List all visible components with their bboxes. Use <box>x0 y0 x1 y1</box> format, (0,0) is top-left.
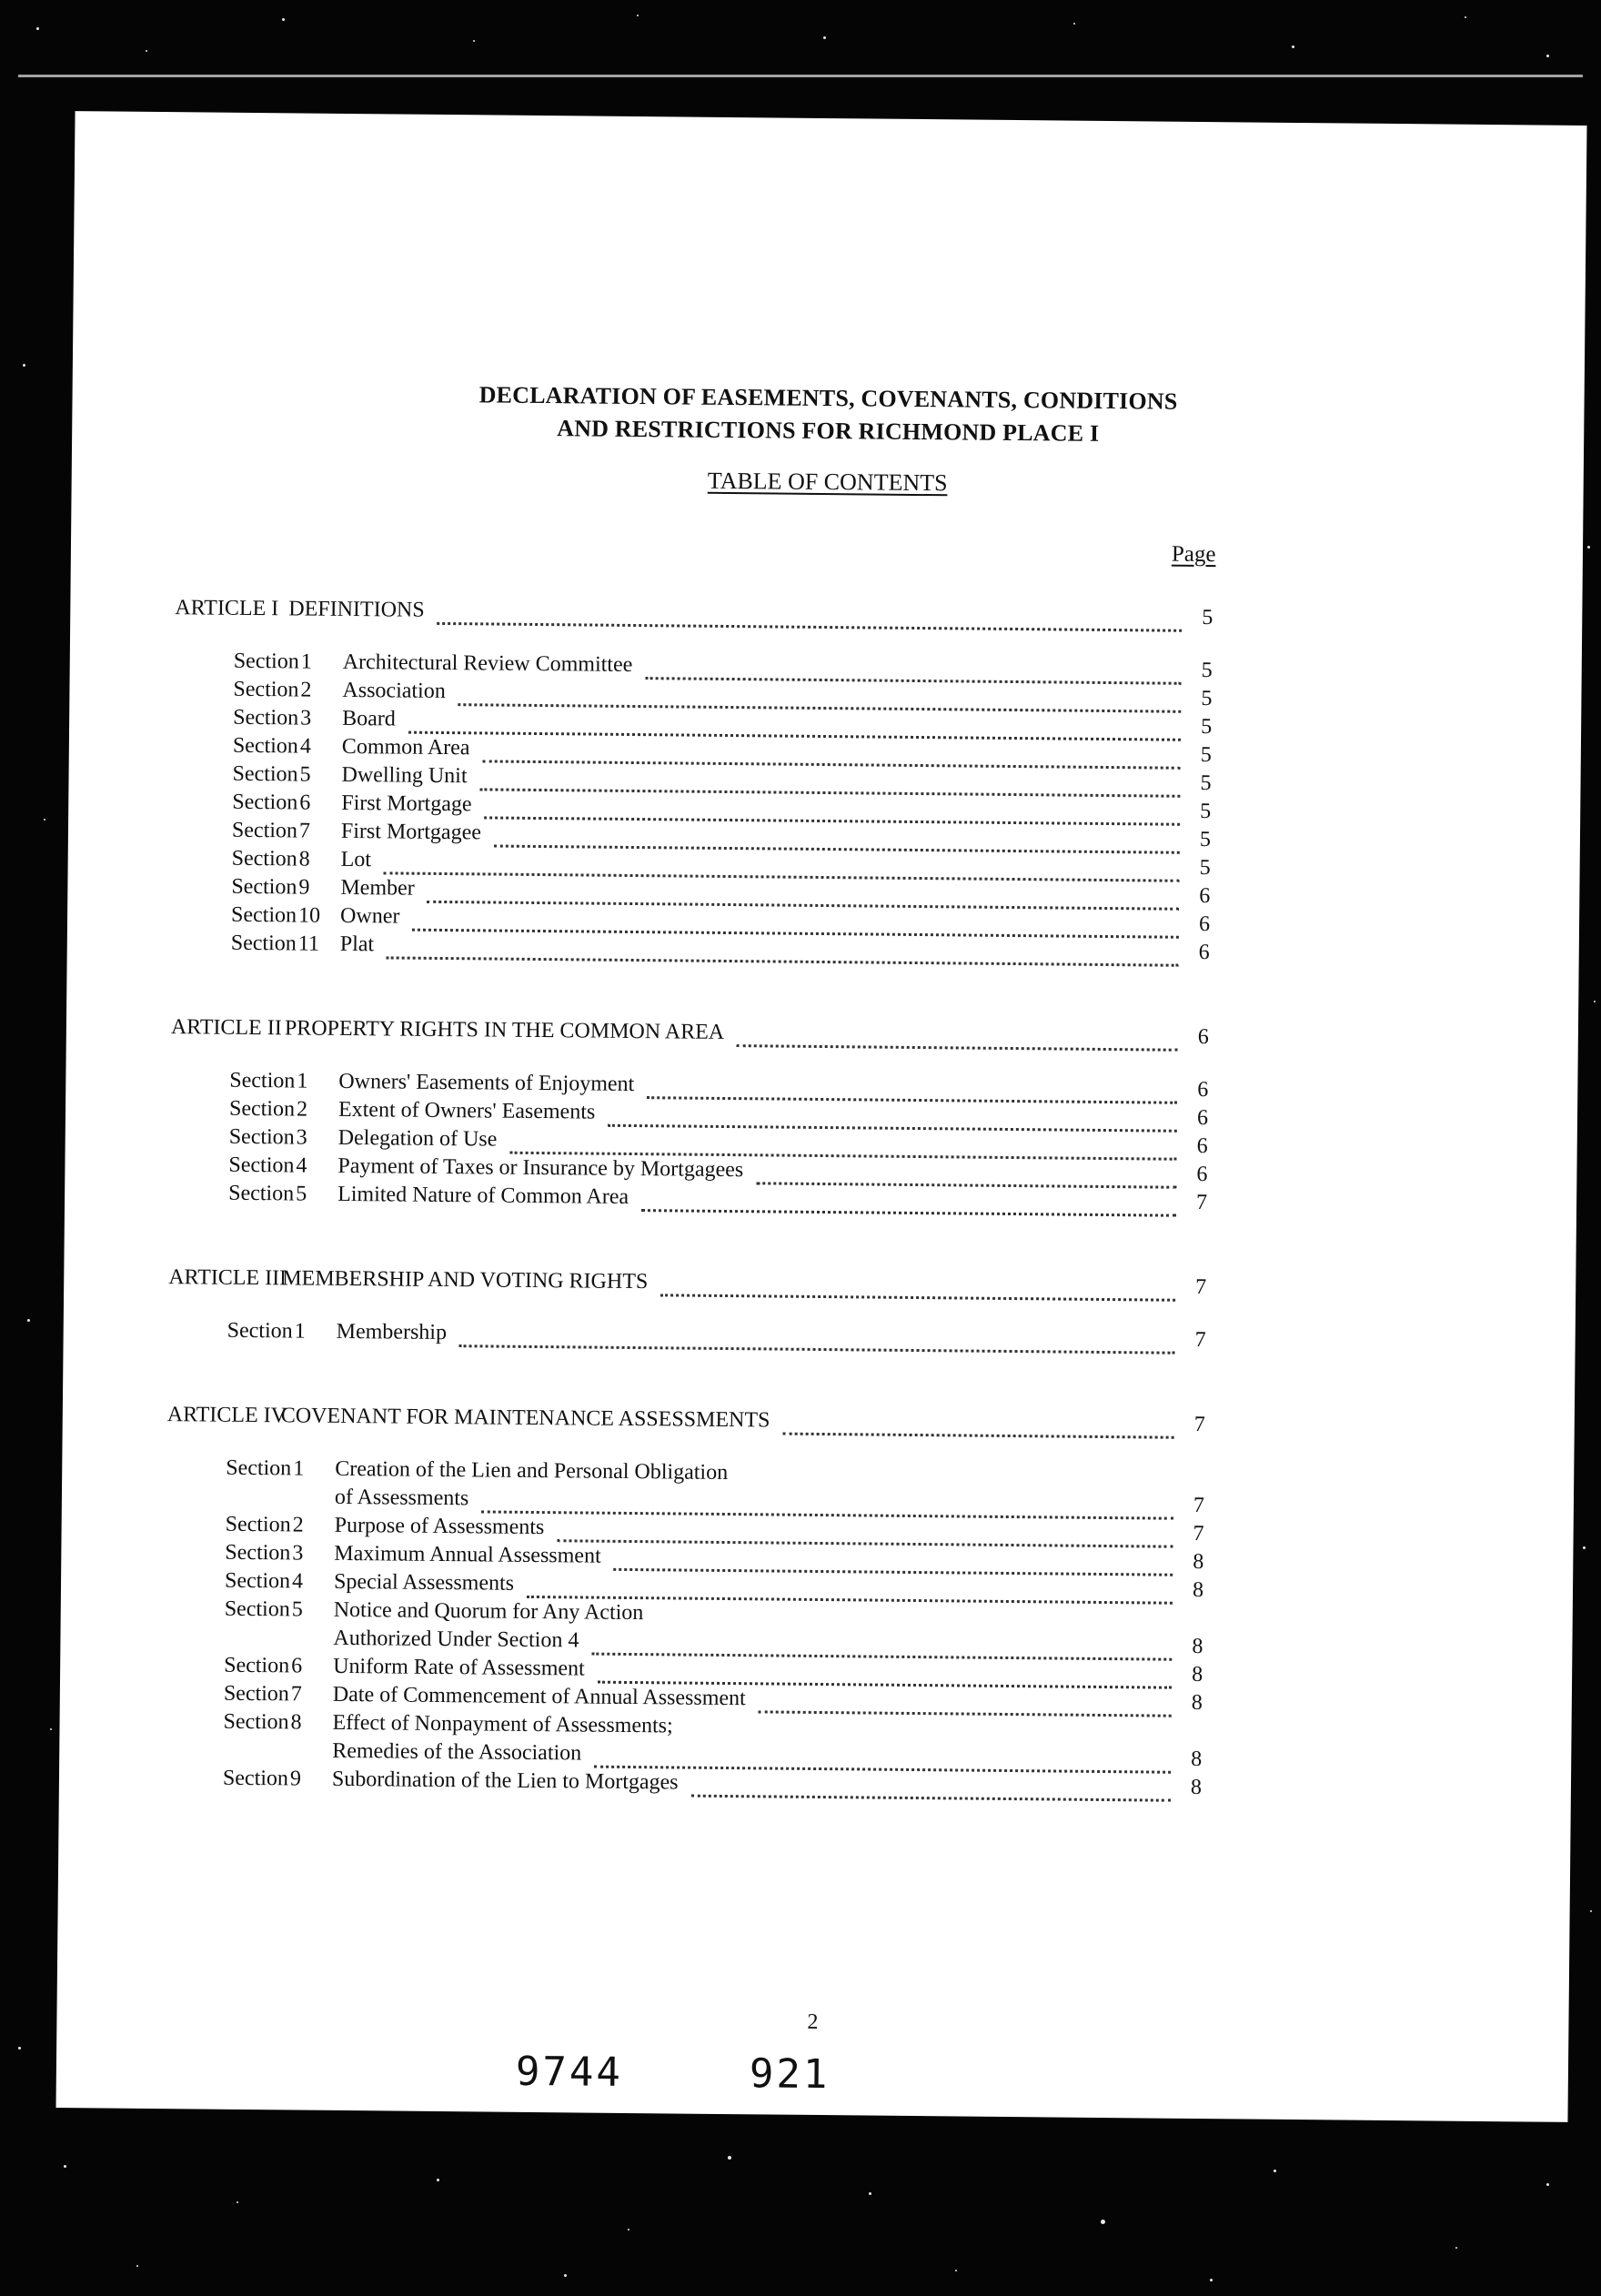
section-page-number: 6 <box>1198 940 1210 965</box>
section-number: 2 <box>292 1513 304 1537</box>
dot-leader <box>608 1101 1177 1133</box>
section-row <box>64 1317 1576 1363</box>
section-page-number: 8 <box>1193 1549 1204 1575</box>
page-column-label: Page <box>1171 541 1216 568</box>
noise-speck <box>237 2201 238 2203</box>
dot-leader <box>494 821 1180 854</box>
document-page <box>56 111 1587 2122</box>
section-number: 3 <box>300 706 312 730</box>
section-page-number: 7 <box>1194 1327 1206 1353</box>
article-page-number: 7 <box>1193 1412 1205 1437</box>
page-number: 2 <box>807 2009 819 2035</box>
article-page-number: 6 <box>1197 1024 1209 1050</box>
dot-leader <box>591 1629 1172 1661</box>
section-title: Common Area <box>341 734 470 760</box>
noise-speck <box>1583 1546 1586 1549</box>
section-number: 1 <box>294 1319 306 1344</box>
noise-speck <box>50 1728 52 1730</box>
section-page-number: 6 <box>1196 1105 1209 1131</box>
section-page-number: 6 <box>1197 1077 1209 1103</box>
noise-speck <box>637 15 639 16</box>
section-page-number: 6 <box>1198 911 1211 937</box>
section-page-number: 8 <box>1191 1690 1203 1716</box>
section-label: Section <box>231 874 297 900</box>
dot-leader <box>509 1128 1177 1161</box>
section-label: Section <box>228 1124 295 1150</box>
section-label: Section <box>225 1512 291 1537</box>
section-page-number: 5 <box>1200 770 1212 796</box>
noise-speck <box>955 2270 957 2271</box>
section-number: 5 <box>291 1597 303 1622</box>
section-title: First Mortgage <box>341 791 472 817</box>
section-label: Section <box>233 705 299 730</box>
section-number: 1 <box>297 1069 308 1093</box>
section-title: of Assessments <box>334 1485 469 1511</box>
noise-speck <box>146 50 147 52</box>
stamp-number-left: 9744 <box>515 2048 624 2096</box>
section-title: Date of Commencement of Annual Assessment <box>332 1682 746 1711</box>
section-number: 8 <box>298 847 310 871</box>
article-title: COVENANT FOR MAINTENANCE ASSESSMENTS <box>280 1404 770 1433</box>
section-number: 5 <box>296 1182 307 1206</box>
section-label: Section <box>223 1681 290 1707</box>
article-label: ARTICLE II <box>170 1015 282 1041</box>
section-page-number: 6 <box>1199 883 1211 909</box>
section-title: Delegation of Use <box>337 1125 498 1152</box>
section-number: 4 <box>291 1569 304 1594</box>
section-number: 3 <box>292 1541 304 1566</box>
section-page-number: 6 <box>1196 1162 1208 1187</box>
section-label: Section <box>225 1540 291 1566</box>
section-title: Extent of Owners' Easements <box>337 1097 596 1124</box>
section-label: Section <box>233 677 299 702</box>
section-number: 4 <box>299 734 312 759</box>
article-label: ARTICLE I <box>175 596 279 621</box>
dot-leader <box>756 1158 1177 1188</box>
section-title: Subordination of the Lien to Mortgages <box>331 1767 679 1795</box>
section-label: Section <box>223 1709 289 1735</box>
article-page-number: 5 <box>1202 605 1213 630</box>
section-page-number: 8 <box>1192 1634 1203 1659</box>
dot-leader <box>660 1270 1175 1301</box>
section-title: Maximum Annual Assessment <box>334 1541 601 1568</box>
dot-leader <box>690 1771 1171 1802</box>
section-title: Authorized Under Section 4 <box>333 1626 579 1653</box>
dot-leader <box>481 1486 1173 1519</box>
dot-leader <box>527 1572 1173 1605</box>
section-title: Owner <box>339 903 400 929</box>
section-page-number: 8 <box>1190 1775 1203 1800</box>
section-title: Board <box>342 706 396 731</box>
toc-heading: TABLE OF CONTENTS <box>707 467 948 497</box>
document-title <box>72 375 1585 455</box>
dot-leader <box>482 736 1181 769</box>
section-title: Remedies of the Association <box>332 1738 582 1766</box>
section-label: Section <box>232 761 298 787</box>
dot-leader <box>737 1021 1178 1052</box>
section-label: Section <box>228 1181 295 1206</box>
section-label: Section <box>230 902 297 928</box>
dot-leader <box>557 1516 1173 1548</box>
stamp-number-right: 921 <box>749 2050 831 2099</box>
article-row <box>66 1014 1578 1060</box>
section-page-number: 5 <box>1199 855 1211 881</box>
section-title: Dwelling Unit <box>341 762 468 789</box>
noise-speck <box>869 2192 871 2195</box>
noise-speck <box>1590 1910 1592 1912</box>
noise-speck <box>27 1319 30 1322</box>
article-label: ARTICLE III <box>168 1265 287 1291</box>
section-page-number: 5 <box>1201 686 1213 711</box>
section-title: First Mortgagee <box>340 819 482 845</box>
section-title: Notice and Quorum for Any Action <box>333 1597 644 1626</box>
section-page-number: 7 <box>1193 1521 1204 1546</box>
section-label: Section <box>228 1096 296 1122</box>
dot-leader <box>484 792 1180 825</box>
section-number: 4 <box>296 1153 307 1178</box>
section-page-number: 8 <box>1192 1577 1204 1603</box>
section-title: Association <box>342 678 446 704</box>
section-page-number: 5 <box>1201 658 1213 683</box>
article-page-number: 7 <box>1195 1274 1207 1300</box>
section-label: Section <box>224 1568 291 1594</box>
document-title-line-2: AND RESTRICTIONS FOR RICHMOND PLACE I <box>557 415 1100 447</box>
article-row <box>70 595 1582 640</box>
section-title: Membership <box>336 1319 448 1345</box>
dot-leader <box>459 1321 1175 1354</box>
section-page-number: 8 <box>1191 1747 1203 1772</box>
section-title: Limited Nature of Common Area <box>337 1182 629 1209</box>
section-label: Section <box>224 1596 290 1622</box>
section-title: Special Assessments <box>333 1569 515 1596</box>
section-page-number: 8 <box>1192 1662 1203 1687</box>
section-title: Effect of Nonpayment of Assessments; <box>332 1710 673 1738</box>
section-number: 2 <box>296 1097 308 1122</box>
section-title: Uniform Rate of Assessment <box>333 1654 585 1681</box>
noise-speck <box>1455 2247 1457 2249</box>
section-label: Section <box>224 1653 290 1678</box>
section-number: 9 <box>298 875 310 900</box>
dot-leader <box>641 1185 1176 1217</box>
dot-leader <box>647 1072 1177 1104</box>
section-label: Section <box>232 790 298 815</box>
section-page-number: 5 <box>1201 714 1213 740</box>
section-title: Lot <box>340 847 372 872</box>
section-page-number: 7 <box>1195 1190 1208 1215</box>
scan-edge-line <box>18 75 1583 77</box>
section-label: Section <box>230 931 297 956</box>
document-title-line-1: DECLARATION OF EASEMENTS, COVENANTS, CONDITIONS <box>478 381 1178 415</box>
dot-leader <box>645 653 1182 685</box>
noise-speck <box>36 27 39 30</box>
section-page-number: 6 <box>1196 1133 1208 1159</box>
section-number: 6 <box>299 791 311 815</box>
section-number: 7 <box>298 819 311 843</box>
section-number: 3 <box>296 1125 307 1150</box>
section-title: Owners' Easements of Enjoyment <box>338 1069 635 1097</box>
noise-speck <box>282 18 285 21</box>
article-title: PROPERTY RIGHTS IN THE COMMON AREA <box>284 1016 725 1044</box>
noise-speck <box>1073 23 1075 25</box>
dot-leader <box>458 680 1182 713</box>
noise-speck <box>1546 2183 1549 2186</box>
noise-speck <box>136 2265 138 2267</box>
article-row <box>64 1264 1576 1310</box>
dot-leader <box>782 1409 1174 1439</box>
noise-speck <box>823 36 826 39</box>
section-label: Section <box>222 1766 289 1791</box>
section-number: 6 <box>291 1654 303 1678</box>
section-label: Section <box>233 649 299 674</box>
section-title: Member <box>340 875 415 901</box>
noise-speck <box>1587 546 1590 549</box>
section-title: Purpose of Assessments <box>334 1513 545 1540</box>
noise-speck <box>1465 16 1466 18</box>
noise-speck <box>728 2156 731 2160</box>
article-title: DEFINITIONS <box>288 597 425 622</box>
dot-leader <box>594 1742 1171 1774</box>
section-label: Section <box>226 1455 292 1481</box>
section-label: Section <box>231 818 298 843</box>
noise-speck <box>564 2274 567 2277</box>
section-number: 11 <box>297 931 320 956</box>
dot-leader <box>759 1687 1172 1717</box>
section-page-number: 7 <box>1193 1493 1205 1518</box>
section-title: Payment of Taxes or Insurance by Mortgagees <box>337 1153 744 1183</box>
noise-speck <box>473 40 475 42</box>
section-page-number: 5 <box>1200 742 1212 768</box>
section-number: 2 <box>300 678 312 702</box>
section-title: Architectural Review Committee <box>342 650 633 677</box>
noise-speck <box>44 819 45 821</box>
section-number: 10 <box>297 903 321 928</box>
section-number: 7 <box>290 1682 303 1707</box>
dot-leader <box>614 1545 1173 1576</box>
noise-speck <box>1101 2220 1105 2224</box>
dot-leader <box>479 764 1180 797</box>
section-title: Plat <box>339 931 375 957</box>
section-label: Section <box>232 733 299 759</box>
article-row <box>63 1402 1575 1447</box>
noise-speck <box>23 364 25 367</box>
section-label: Section <box>231 846 297 871</box>
noise-speck <box>1594 1001 1596 1002</box>
section-label: Section <box>229 1068 296 1093</box>
noise-speck <box>18 2047 21 2049</box>
noise-speck <box>1274 2170 1276 2172</box>
noise-speck <box>1210 2279 1213 2281</box>
noise-speck <box>64 2165 66 2168</box>
section-number: 8 <box>290 1710 302 1735</box>
article-title: MEMBERSHIP AND VOTING RIGHTS <box>282 1266 649 1294</box>
noise-speck <box>628 2229 629 2231</box>
section-label: Section <box>228 1153 295 1178</box>
section-number: 1 <box>293 1456 305 1481</box>
noise-speck <box>437 2179 439 2181</box>
noise-speck <box>1546 55 1549 57</box>
dot-leader <box>437 599 1182 632</box>
article-label: ARTICLE IV <box>166 1403 287 1428</box>
section-number: 9 <box>289 1767 302 1791</box>
section-page-number: 5 <box>1199 827 1212 852</box>
section-page-number: 5 <box>1200 799 1212 824</box>
section-number: 1 <box>300 650 312 674</box>
section-label: Section <box>227 1318 293 1344</box>
noise-speck <box>1292 45 1294 48</box>
section-number: 5 <box>299 762 311 787</box>
dot-leader <box>598 1657 1173 1689</box>
section-title: Creation of the Lien and Personal Obligation <box>335 1456 729 1485</box>
